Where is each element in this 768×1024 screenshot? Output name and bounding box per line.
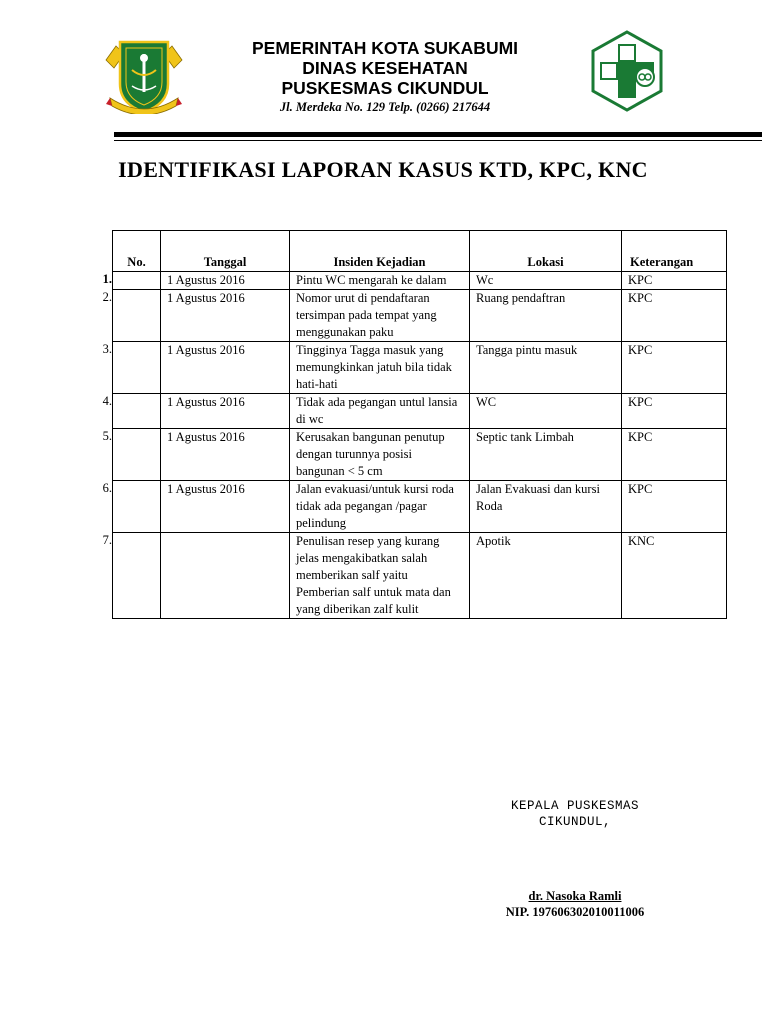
table-header-row [113,231,727,272]
cell-keterangan: KPC [622,429,727,481]
row-number: 5. [102,428,112,443]
cell-tanggal [161,533,290,619]
signatory-nip: NIP. 197606302010011006 [505,905,645,919]
signature-title: KEPALA PUSKESMAS [510,799,640,813]
row-number: 1. [102,271,112,286]
cell-insiden: Pintu WC mengarah ke dalam [290,272,470,290]
cell-insiden: Nomor urut di pendaftaran tersimpan pada tempat yang menggunakan paku [290,290,470,342]
letterhead-address: Jl. Merdeka No. 129 Telp. (0266) 217644 [279,100,491,114]
cell-keterangan: KPC [622,290,727,342]
cell-tanggal: 1 Agustus 2016 [161,272,290,290]
cell-keterangan: KPC [622,342,727,394]
cell-lokasi: Tangga pintu masuk [470,342,622,394]
table-row [113,290,727,342]
row-number: 4. [102,393,112,408]
incident-table [112,230,727,619]
cell-keterangan: KPC [622,481,727,533]
row-number: 3. [102,341,112,356]
cell-insiden: Penulisan resep yang kurang jelas mengakibatkan salah memberikan salf yaitu Pemberian salf untuk mata dan yang diberikan zalf kulit [290,533,470,619]
signatory-name: dr. Nasoka Ramli [528,889,622,903]
cell-tanggal: 1 Agustus 2016 [161,481,290,533]
row-number: 6. [102,480,112,495]
letterhead-department: DINAS KESEHATAN [302,58,468,78]
cell-insiden: Tidak ada pegangan untul lansia di wc [290,394,470,429]
table-row [113,394,727,429]
table-row [113,481,727,533]
cell-tanggal: 1 Agustus 2016 [161,429,290,481]
cell-tanggal: 1 Agustus 2016 [161,394,290,429]
cell-tanggal: 1 Agustus 2016 [161,342,290,394]
letterhead-divider-thick [114,132,762,137]
table-row [113,533,727,619]
puskesmas-cross-icon [591,30,663,112]
header-lokasi: Lokasi [470,231,622,272]
row-number: 7. [102,532,112,547]
letterhead-institution: PUSKESMAS CIKUNDUL [281,78,489,98]
letterhead-divider-thin [114,140,762,141]
table-row [113,272,727,290]
header-no: No. [113,231,161,272]
letterhead-government: PEMERINTAH KOTA SUKABUMI [251,38,519,58]
cell-tanggal: 1 Agustus 2016 [161,290,290,342]
cell-keterangan: KPC [622,394,727,429]
cell-lokasi: Wc [470,272,622,290]
signature-title-line2: CIKUNDUL, [538,815,611,829]
cell-keterangan: KNC [622,533,727,619]
cell-insiden: Jalan evakuasi/untuk kursi roda tidak ada pegangan /pagar pelindung [290,481,470,533]
letterhead [190,38,580,115]
cell-keterangan: KPC [622,272,727,290]
table-row [113,429,727,481]
cell-lokasi: Ruang pendaftran [470,290,622,342]
header-keterangan: Keterangan [622,231,727,272]
row-number: 2. [102,289,112,304]
city-crest-icon [104,40,184,114]
header-insiden: Insiden Kejadian [290,231,470,272]
cell-lokasi: Jalan Evakuasi dan kursi Roda [470,481,622,533]
cell-lokasi: Septic tank Limbah [470,429,622,481]
header-tanggal: Tanggal [161,231,290,272]
cell-insiden: Tingginya Tagga masuk yang memungkinkan jatuh bila tidak hati-hati [290,342,470,394]
cell-lokasi: Apotik [470,533,622,619]
cell-lokasi: WC [470,394,622,429]
signature-block [480,798,670,920]
document-title: IDENTIFIKASI LAPORAN KASUS KTD, KPC, KNC [118,157,648,182]
table-row [113,342,727,394]
cell-insiden: Kerusakan bangunan penutup dengan turunnya posisi bangunan < 5 cm [290,429,470,481]
